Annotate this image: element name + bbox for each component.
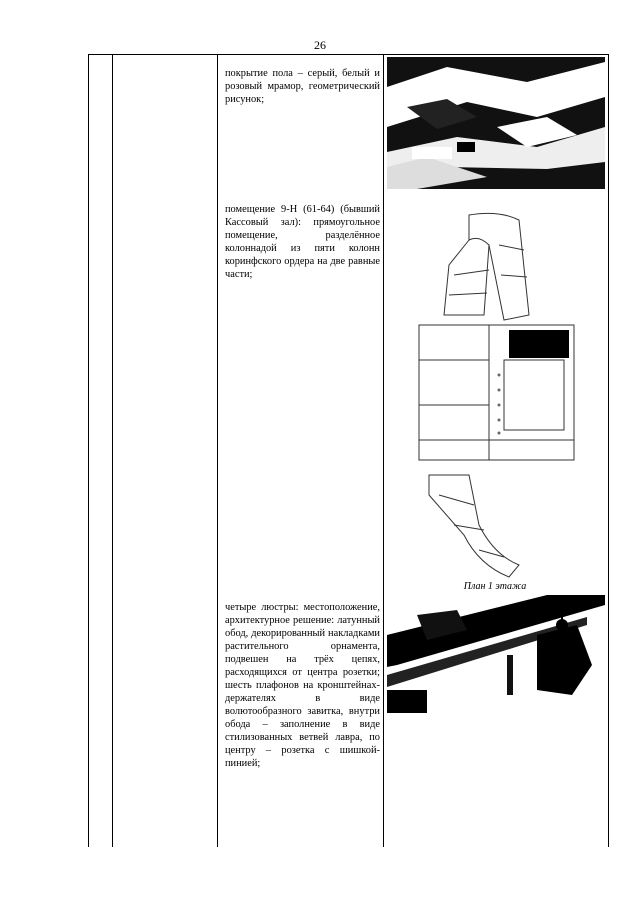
chandelier-photo xyxy=(387,595,605,713)
row-cash-hall-text: помещение 9-Н (61-64) (бывший Кассовый зал): прямоугольное помещение, разделённое колоннадой из пяти колонн коринфского ордера на две равные части; xyxy=(225,204,380,280)
column-divider xyxy=(112,55,113,847)
row-chandeliers-text: четыре люстры: местоположение, архитектурное решение: латунный обод, декорированный накладками растительного орнамента, подвешен на трёх цепях, расходящихся от центра розетки; шесть плафонов на кронштейнах-держателях в виде волютообразного завитка, внутри обода – заполнение в виде стилизованных ветвей лавра, по центру – розетка с шишкой-пинией; xyxy=(225,602,380,769)
object-table xyxy=(88,54,609,847)
floor-plan-caption: План 1 этажа xyxy=(463,581,527,592)
floor-covering-photo xyxy=(387,57,605,189)
page-number: 26 xyxy=(314,38,326,52)
column-divider xyxy=(608,55,609,847)
column-divider xyxy=(217,55,218,847)
row-floor-covering-text: покрытие пола – серый, белый и розовый мрамор, геометрический рисунок; xyxy=(225,68,380,105)
column-divider xyxy=(383,55,384,847)
floor-plan xyxy=(409,205,579,580)
